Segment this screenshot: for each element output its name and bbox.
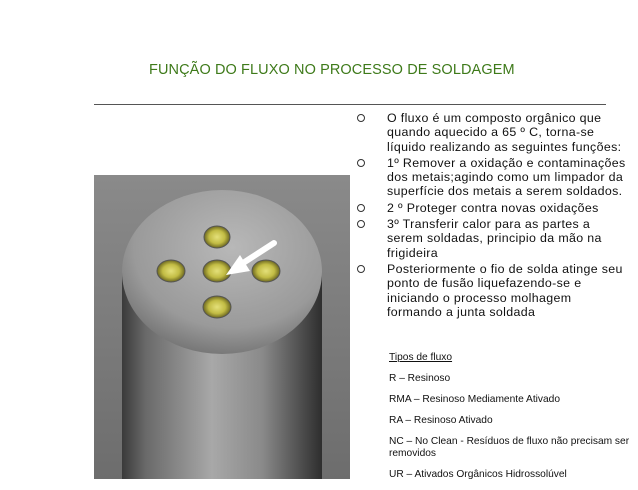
flux-type-item: RMA – Resinoso Mediamente Ativado bbox=[389, 394, 561, 405]
slide-title: FUNÇÃO DO FLUXO NO PROCESSO DE SOLDAGEM bbox=[149, 62, 515, 78]
solder-wire-cross-section-image bbox=[94, 175, 350, 479]
flux-type-item: UR – Ativados Orgânicos Hidrossolúvel bbox=[389, 469, 567, 480]
list-item: Posteriormente o fio de solda atinge seu ponto de fusão liquefazendo-se e iniciando o processo molhagem formando a junta soldada bbox=[357, 262, 629, 319]
bullet-circle-icon bbox=[357, 220, 365, 228]
flux-type-item: RA – Resinoso Ativado bbox=[389, 415, 493, 426]
list-item: 3º Transferir calor para as partes a serem soldadas, principio da mão na frigideira bbox=[357, 217, 629, 260]
bullet-circle-icon bbox=[357, 204, 365, 212]
title-divider bbox=[94, 104, 606, 105]
flux-types-section bbox=[389, 352, 634, 490]
list-item: 1º Remover a oxidação e contaminações dos metais;agindo como um limpador da superfície dos metais a serem soldados. bbox=[357, 156, 629, 199]
list-item: 2 º Proteger contra novas oxidações bbox=[357, 201, 629, 215]
bullet-circle-icon bbox=[357, 159, 365, 167]
flux-types-heading: Tipos de fluxo bbox=[389, 352, 453, 363]
list-item: O fluxo é um composto orgânico que quando aquecido a 65 º C, torna-se líquido realizando as seguintes funções: bbox=[357, 111, 629, 154]
flux-function-list bbox=[357, 111, 629, 321]
bullet-circle-icon bbox=[357, 265, 365, 273]
flux-type-item: R – Resinoso bbox=[389, 373, 451, 384]
solder-wire-illustration bbox=[94, 175, 350, 479]
flux-type-item: NC – No Clean - Resíduos de fluxo não precisam ser removidos bbox=[389, 436, 630, 459]
bullet-circle-icon bbox=[357, 114, 365, 122]
